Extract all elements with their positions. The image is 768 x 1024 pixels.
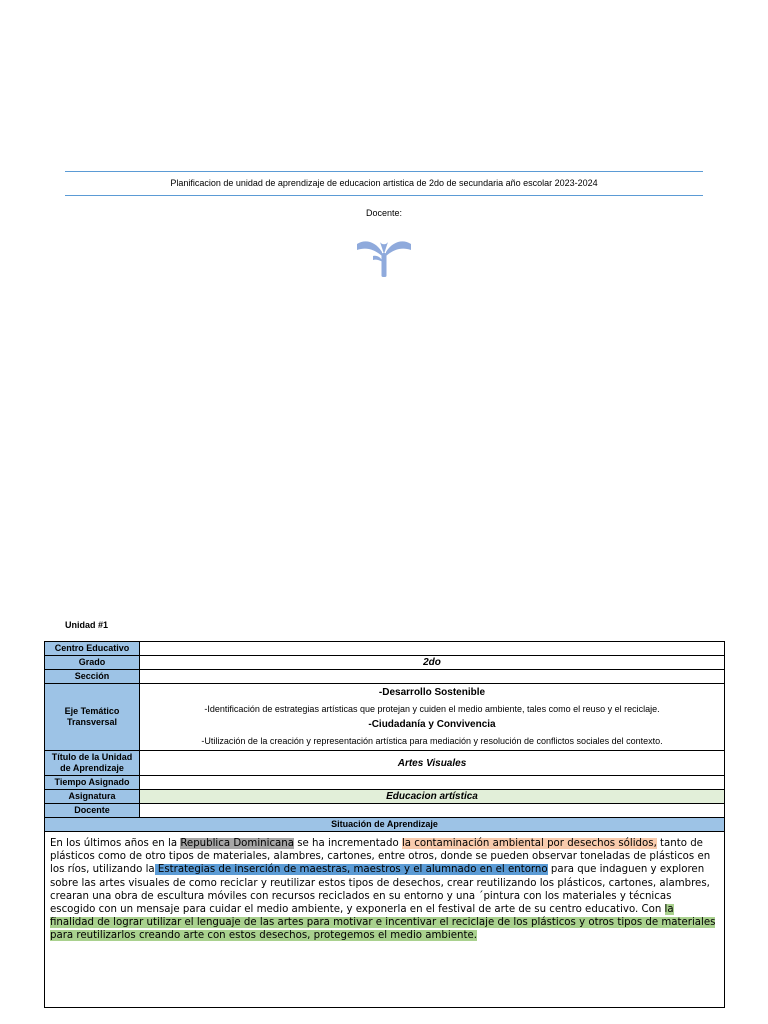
eje-heading-ciudadania: -Ciudadanía y Convivencia [368,719,496,730]
eje-text-sostenible: -Identificación de estrategias artísticas que protejan y cuiden el medio ambiente, tales como el reuso y el reciclaje. [204,704,660,714]
plan-table [44,641,725,832]
grado-value: 2do [140,656,725,670]
titulo-unidad-value: Artes Visuales [140,751,725,776]
docente-row-label: Docente [45,804,140,818]
eje-tematico-label: Eje Temático Transversal [45,684,140,751]
grado-label: Grado [45,656,140,670]
header-bottom-rule [65,195,703,196]
eje-heading-sostenible: -Desarrollo Sostenible [378,687,486,698]
centro-educativo-value [140,642,725,656]
situacion-text-2: se ha incrementado [294,838,402,849]
situacion-aprendizaje-box [44,827,725,1008]
highlight-estrategias: Estrategias de inserción de maestras, maestros y el alumnado en el entorno [154,864,548,876]
unidad-title: Unidad #1 [65,620,109,630]
asignatura-value: Educacion artística [140,790,725,804]
highlight-republica: Republica Dominicana [180,838,294,849]
centro-educativo-label: Centro Educativo [45,642,140,656]
docente-label: Docente: [365,208,403,218]
highlight-contaminacion: la contaminación ambiental por desechos sólidos, [401,838,657,849]
situacion-aprendizaje-text [50,837,719,943]
eje-tematico-value [140,684,725,751]
situacion-text-4: para que indaguen y exploren sobre las artes visuales de como reciclar y reutilizar estos tipos de desechos, crear reutilizando los plásticos, cartones, alambres, crearan una obra de escultura móviles con recursos reciclados en su entorno y una ´pintura con los materiales y técnicas escogido con un mensaje para cuidar el medio ambiente, y exponerla en el festival de arte de su centro educativo. Con [50,864,710,916]
titulo-unidad-label: Título de la Unidad de Aprendizaje [45,751,140,776]
situacion-header: Situación de Aprendizaje [45,818,725,832]
seccion-label: Sección [45,670,140,684]
tiempo-asignado-label: Tiempo Asignado [45,776,140,790]
asignatura-label: Asignatura [45,790,140,804]
eje-text-ciudadania: -Utilización de la creación y representación artística para mediación y resolución de conflictos sociales del contexto. [201,736,663,746]
situacion-text-1: En los últimos años en la [50,838,181,849]
ministry-emblem-icon [355,236,413,280]
seccion-value [140,670,725,684]
highlight-finalidad: la finalidad de lograr utilizar el lenguaje de las artes para motivar e incentivar el reciclaje de los plásticos y otros tipos de materiales para reutilizarlos creando arte con estos desechos, protegemos el medio ambiente. [50,904,716,942]
tiempo-asignado-value [140,776,725,790]
docente-row-value [140,804,725,818]
header-top-rule [65,171,703,172]
document-title: Planificacion de unidad de aprendizaje de educacion artistica de 2do de secundaria año escolar 2023-2024 [170,178,598,188]
situacion-text-3: tanto de plásticos como de otro tipos de materiales, alambres, cartones, entre otros, donde se pueden observar toneladas de plásticos en los ríos, utilizando la [50,838,711,876]
